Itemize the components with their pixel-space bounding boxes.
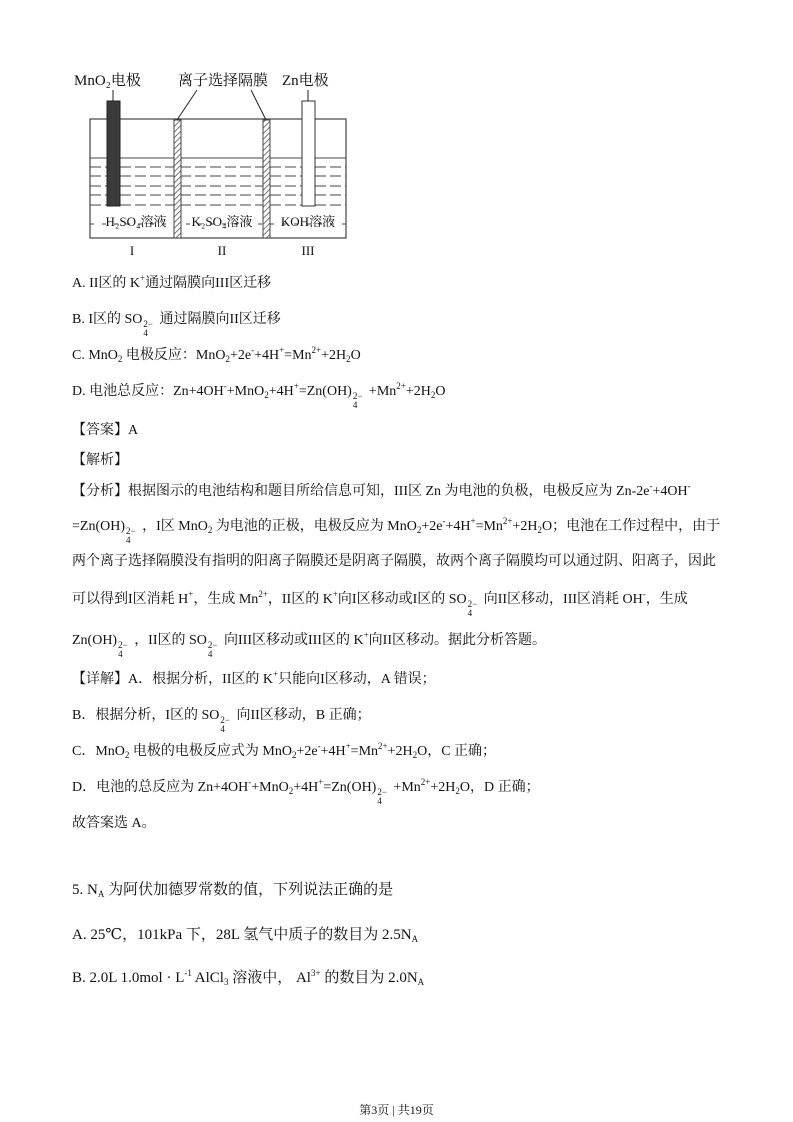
question-5-stem: 5. $N_A$ 为阿伏加德罗常数的值，下列说法正确的是 (72, 882, 394, 899)
analysis-line: 可以得到I区消耗 H+，生成 $Mn^{2+}$，II区的 K+向I区移动或I区的 SO 2− 4 向II区移动，III区消耗 OH-，生成 (72, 589, 688, 618)
label-membrane: 离子选择隔膜 (178, 73, 269, 89)
page-footer: 第3页 | 共19页 (359, 1103, 434, 1117)
analysis-line: =Zn(OH) 2− 4 ，I区 MnO$_2$ 为电池的正极，电极反应为 $MnO_2+2e^-+4H^+=Mn^{2+}+2H_2O$；电池在工作过程中，由于 (72, 516, 721, 545)
solution-koh: KOH溶液 (280, 214, 336, 229)
option-a: A. II区的 K+通过隔膜向III区迁移 (72, 273, 272, 291)
detail-line: 故答案选 A。 (72, 816, 156, 831)
membrane-right (263, 120, 270, 238)
zone-label-2: II (217, 243, 227, 258)
question-5-option-b: B. 2.0L $1.0mol \cdot L^{-1}$ AlCl$_3$ 溶液中， $Al^{3+}$ 的数目为 $2.0N_A$ (72, 968, 425, 987)
answer-line (72, 422, 138, 440)
option-b: B. I区的 SO 2− 4 通过隔膜向II区迁移 (72, 312, 281, 338)
option-d: D. 电池总反应：Zn+4OH-+MnO$_2$+4H+=Zn(OH) 2− 4 $+Mn^{2+}+2H_2O$ (72, 381, 446, 410)
analysis-line: Zn(OH) 2− 4 ，II区的 SO 2− 4 向III区移动或III区的 K+向II区移动。据此分析答题。 (72, 630, 546, 659)
detail-line: B．根据分析，I区的 SO 2− 4 向II区移动，B 正确； (72, 708, 371, 734)
analysis-heading: 【解析】 (72, 453, 128, 468)
battery-diagram (70, 66, 360, 261)
answer-value: A (128, 423, 139, 438)
zone-label-1: I (129, 243, 135, 258)
zn-electrode (302, 101, 315, 206)
mno2-electrode (107, 101, 120, 206)
option-c: C. MnO$_2$ 电极反应：$MnO_2+2e^-+4H^+=Mn^{2+}+2H_2O$ (72, 345, 361, 364)
solution-h2so4: H₂SO₄溶液 (105, 214, 167, 229)
detail-line: 【详解】A．根据分析，II区的 K+只能向I区移动，A 错误； (72, 669, 436, 687)
detail-line: C．MnO$_2$ 电极的电极反应式为 $MnO_2+2e^-+4H^+=Mn^{2+}+2H_2O$，C 正确； (72, 741, 497, 760)
detail-line: D．电池的总反应为 Zn+4OH-+MnO$_2$+4H+=Zn(OH) 2− 4 $+Mn^{2+}+2H_2O$，D 正确； (72, 777, 540, 806)
zone-label-3: III (301, 243, 315, 258)
analysis-line: 两个离子选择隔膜没有指明的阳离子隔膜还是阴离子隔膜，故两个离子隔膜均可以通过阴、阳离子，因此 (72, 554, 716, 569)
solution-k2so4: K₂SO₄溶液 (191, 214, 253, 229)
label-mno2-electrode: MnO₂电极 (74, 73, 141, 89)
membrane-left (174, 120, 181, 238)
analysis-line: 【分析】根据图示的电池结构和题目所给信息可知，III区 Zn 为电池的负极，电极反应为 Zn-2e-+4OH- (72, 481, 691, 499)
question-5-option-a: A. 25℃，101kPa 下，28L 氢气中质子的数目为 $2.5N_A$ (72, 927, 419, 944)
label-zn-electrode: Zn电极 (282, 73, 329, 89)
answer-label: 【答案】 (72, 423, 128, 438)
